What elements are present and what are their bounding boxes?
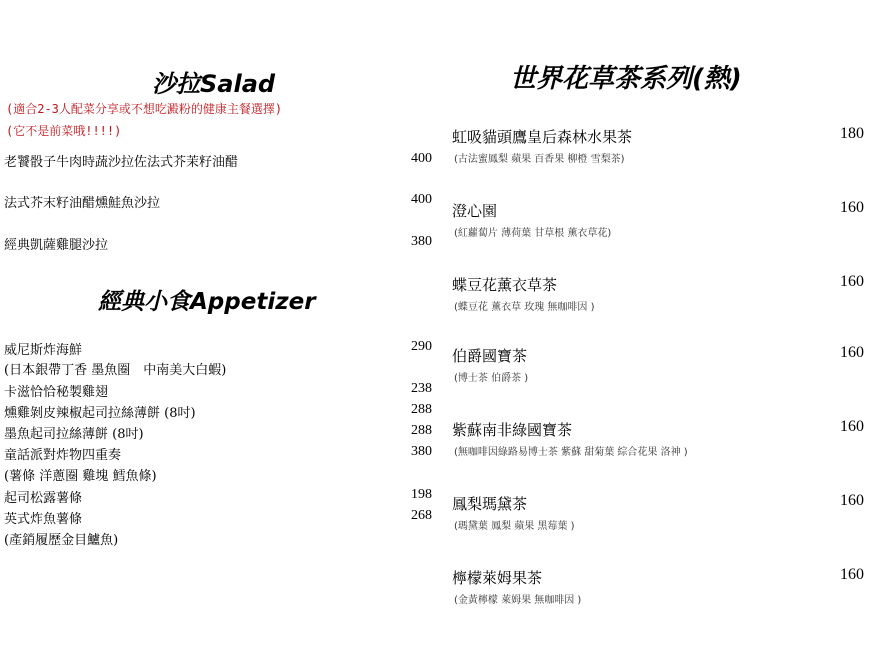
tea-item-price: 160 [840,566,864,583]
tea-item-price: 180 [840,125,864,142]
tea-item-price: 160 [840,199,864,216]
menu-item-name: 威尼斯炸海鮮 [4,343,83,358]
appetizer-section-title: 經典小食Appetizer [98,289,316,315]
menu-item-name: 燻雞剝皮辣椒起司拉絲薄餅 (8吋) [4,406,196,421]
tea-item-name: 澄心園 [452,202,498,220]
tea-item [452,200,864,248]
tea-item-name: 虹吸貓頭鷹皇后森林水果茶 [452,128,633,146]
menu-item-price: 400 [411,192,432,207]
menu-item-price: 288 [411,423,432,438]
tea-item-price: 160 [840,492,864,509]
menu-item-name: 經典凱薩雞腿沙拉 [4,238,109,253]
tea-item-name: 蝶豆花薰衣草茶 [452,276,558,294]
menu-item-name: 童話派對炸物四重奏 [4,448,122,463]
menu-item-name: 法式芥末籽油醋燻鮭魚沙拉 [4,196,161,211]
salad-note-2: (它不是前菜哦!!!!) [6,124,122,138]
tea-item [452,126,864,174]
menu-item-name: 英式炸魚薯條 [4,512,83,527]
tea-item-name: 紫蘇南非綠國寶茶 [452,421,573,439]
tea-item [452,493,864,541]
menu-item-price: 400 [411,151,432,166]
menu-item-price: 198 [411,487,432,502]
menu-item-price: 238 [411,381,432,396]
menu-item-price: 380 [411,234,432,249]
tea-item-price: 160 [840,418,864,435]
tea-section-title: 世界花草茶系列(熱) [510,64,742,94]
right-column [440,0,870,659]
menu-item-name: 老饕骰子牛肉時蔬沙拉佐法式芥茉籽油醋 [4,155,239,170]
salad-note-1: (適合2-3人配菜分享或不想吃澱粉的健康主餐選擇) [6,102,283,116]
tea-item-description: (紅蘿蔔片 薄荷葉 甘草根 薰衣草花) [454,228,612,239]
tea-item-name: 伯爵國寶茶 [452,347,528,365]
tea-item-price: 160 [840,344,864,361]
tea-item [452,567,864,615]
menu-item-price: 268 [411,508,432,523]
menu-item-price: 380 [411,444,432,459]
tea-item-description: (蝶豆花 薰衣草 玫瑰 無咖啡因 ) [454,302,595,313]
menu-item-price: 288 [411,402,432,417]
menu-item-name: 墨魚起司拉絲薄餅 (8吋) [4,427,144,442]
menu-item-subtitle: (薯條 洋蔥圈 雞塊 鱈魚條) [4,469,157,484]
menu-item-price: 290 [411,339,432,354]
tea-item-name: 檸檬萊姆果茶 [452,569,543,587]
menu-item-subtitle: (產銷履歷金目鱸魚) [4,533,119,548]
tea-item-description: (無咖啡因綠路易博士茶 紫蘇 甜菊葉 綜合花果 洛神 ) [454,447,688,458]
tea-item-description: (瑪黛葉 鳳梨 蘋果 黑莓葉 ) [454,521,575,532]
tea-item [452,419,864,467]
tea-item [452,345,864,393]
menu-item-subtitle: (日本銀帶丁香 墨魚圈 中南美大白蝦) [4,363,227,378]
menu-item-name: 卡滋恰恰秘製雞翅 [4,385,109,400]
tea-item-price: 160 [840,273,864,290]
tea-item [452,274,864,322]
tea-item-description: (古法蜜鳳梨 蘋果 百香果 柳橙 雪梨茶) [454,154,625,165]
tea-item-description: (金黃檸檬 萊姆果 無咖啡因 ) [454,595,582,606]
tea-item-name: 鳳梨瑪黛茶 [452,495,528,513]
salad-section-title: 沙拉Salad [152,70,276,98]
menu-item-name: 起司松露薯條 [4,491,83,506]
tea-item-description: (博士茶 伯爵茶 ) [454,373,529,384]
